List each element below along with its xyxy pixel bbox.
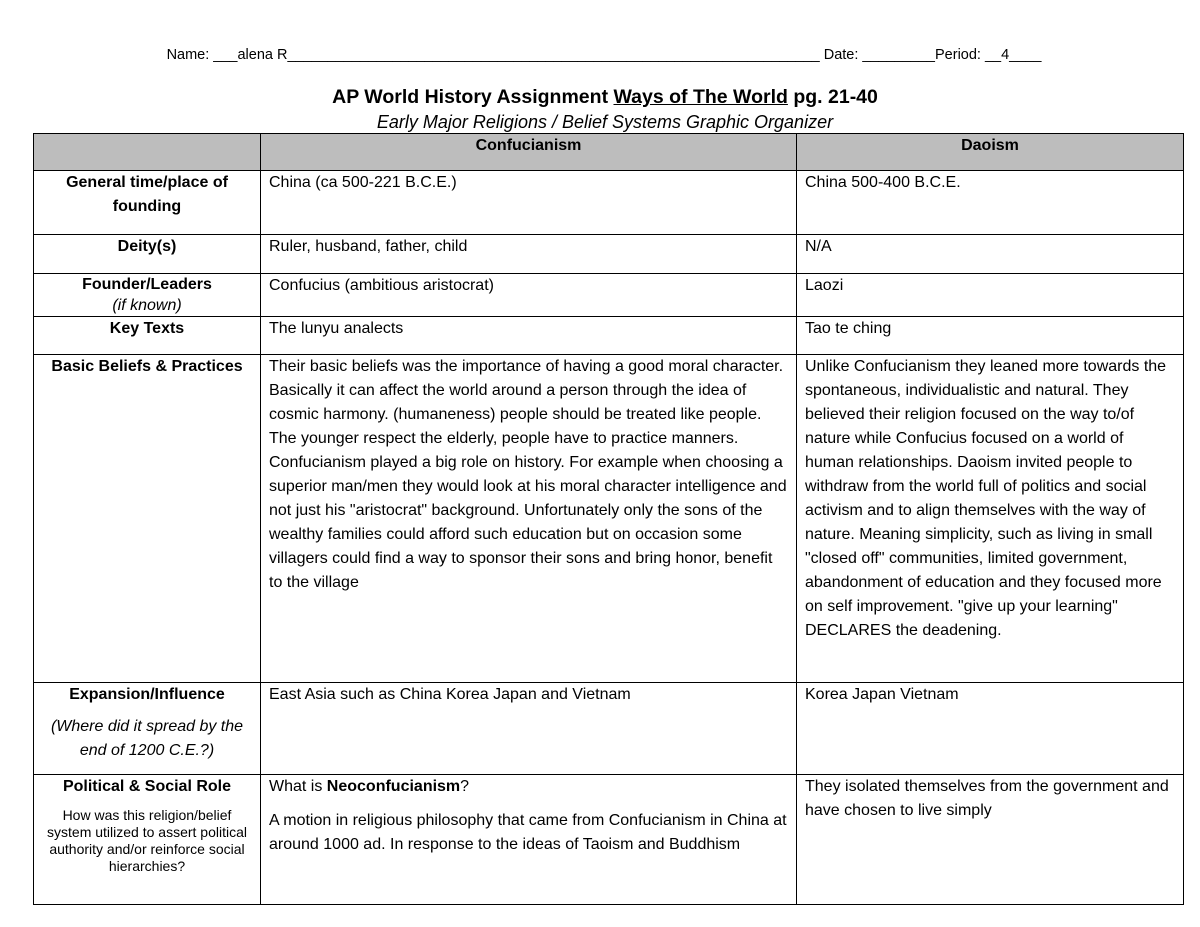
label-founder — [34, 274, 261, 317]
neoconfucianism-term: Neoconfucianism — [326, 778, 461, 795]
daoism-beliefs: Unlike Confucianism they leaned more towards the spontaneous, individualistic and natural. They believed their religion focused on the way to/of nature while Confucius focused on a world of human relationships. Daoism invited people to withdraw from the world full of politics and social activism and to align themselves with the way of nature. Meaning simplicity, such as living in small "closed off" communities, limited government, abandonment of education and they focused more on self improvement. "give up your learning" DECLARES the deadening. — [797, 355, 1184, 683]
organizer-subtitle: Early Major Religions / Belief Systems Graphic Organizer — [376, 112, 834, 132]
title-prefix: AP World History Assignment — [332, 86, 614, 108]
label-political — [34, 775, 261, 905]
confucianism-founder: Confucius (ambitious aristocrat) — [261, 274, 797, 317]
daoism-key-texts: Tao te ching — [797, 317, 1184, 355]
graphic-organizer-table — [33, 133, 1184, 905]
confucianism-deity: Ruler, husband, father, child — [261, 235, 797, 274]
row-beliefs — [34, 355, 1184, 683]
founder-sublabel: (if known) — [112, 297, 182, 314]
beliefs-label-text: Basic Beliefs & Practices — [51, 358, 243, 375]
daoism-founding: China 500-400 B.C.E. — [797, 171, 1184, 235]
neoconfucianism-q-suffix: ? — [460, 778, 470, 795]
label-beliefs — [34, 355, 261, 683]
row-founding — [34, 171, 1184, 235]
political-note: How was this religion/belief system utilized to assert political authority and/or reinforce social hierarchies? — [47, 807, 247, 874]
daoism-expansion: Korea Japan Vietnam — [797, 683, 1184, 775]
confucianism-founding: China (ca 500-221 B.C.E.) — [261, 171, 797, 235]
label-key-texts: Key Texts — [34, 317, 261, 355]
daoism-political: They isolated themselves from the government and have chosen to live simply — [797, 775, 1184, 905]
confucianism-beliefs: Their basic beliefs was the importance of having a good moral character. Basically it can affect the world around a person through the idea of cosmic harmony. (humaneness) people should be treated like people. The younger respect the elderly, people have to practice manners. Confucianism played a big role on history. For example when choosing a superior man/men they would look at his moral character intelligence and not just his "aristocrat" background. Unfortunately only the sons of the wealthy families could afford such education but on occasion some villagers could find a way to sponsor their sons and bring honor, benefit to the village — [261, 355, 797, 683]
neoconfucianism-q-prefix: What is — [269, 778, 327, 795]
founder-label-text: Founder/Leaders — [82, 276, 212, 293]
header-blank — [34, 134, 261, 171]
name-date-period-line: Name: ___alena R__________________________________________________________________ Date: _________Period: __4____ — [166, 47, 1042, 63]
row-political — [34, 775, 1184, 905]
label-deity: Deity(s) — [34, 235, 261, 274]
header-confucianism: Confucianism — [261, 134, 797, 171]
neoconfucianism-answer: A motion in religious philosophy that came from Confucianism in China at around 1000 ad. In response to the ideas of Taoism and Buddhism — [269, 812, 787, 853]
confucianism-expansion: East Asia such as China Korea Japan and Vietnam — [261, 683, 797, 775]
row-key-texts — [34, 317, 1184, 355]
expansion-label-text: Expansion/Influence — [69, 686, 225, 703]
label-expansion — [34, 683, 261, 775]
header-daoism: Daoism — [797, 134, 1184, 171]
label-founding: General time/place of founding — [34, 171, 261, 235]
daoism-deity: N/A — [797, 235, 1184, 274]
textbook-title: Ways of The World — [613, 86, 788, 108]
expansion-note: (Where did it spread by the end of 1200 C.E.?) — [50, 718, 244, 759]
header-row — [34, 134, 1184, 171]
assignment-title — [0, 86, 1200, 109]
political-label-text: Political & Social Role — [62, 778, 232, 795]
daoism-founder: Laozi — [797, 274, 1184, 317]
row-founder — [34, 274, 1184, 317]
confucianism-political — [261, 775, 797, 905]
row-deity — [34, 235, 1184, 274]
title-suffix: pg. 21-40 — [787, 86, 878, 108]
row-expansion — [34, 683, 1184, 775]
confucianism-key-texts: The lunyu analects — [261, 317, 797, 355]
